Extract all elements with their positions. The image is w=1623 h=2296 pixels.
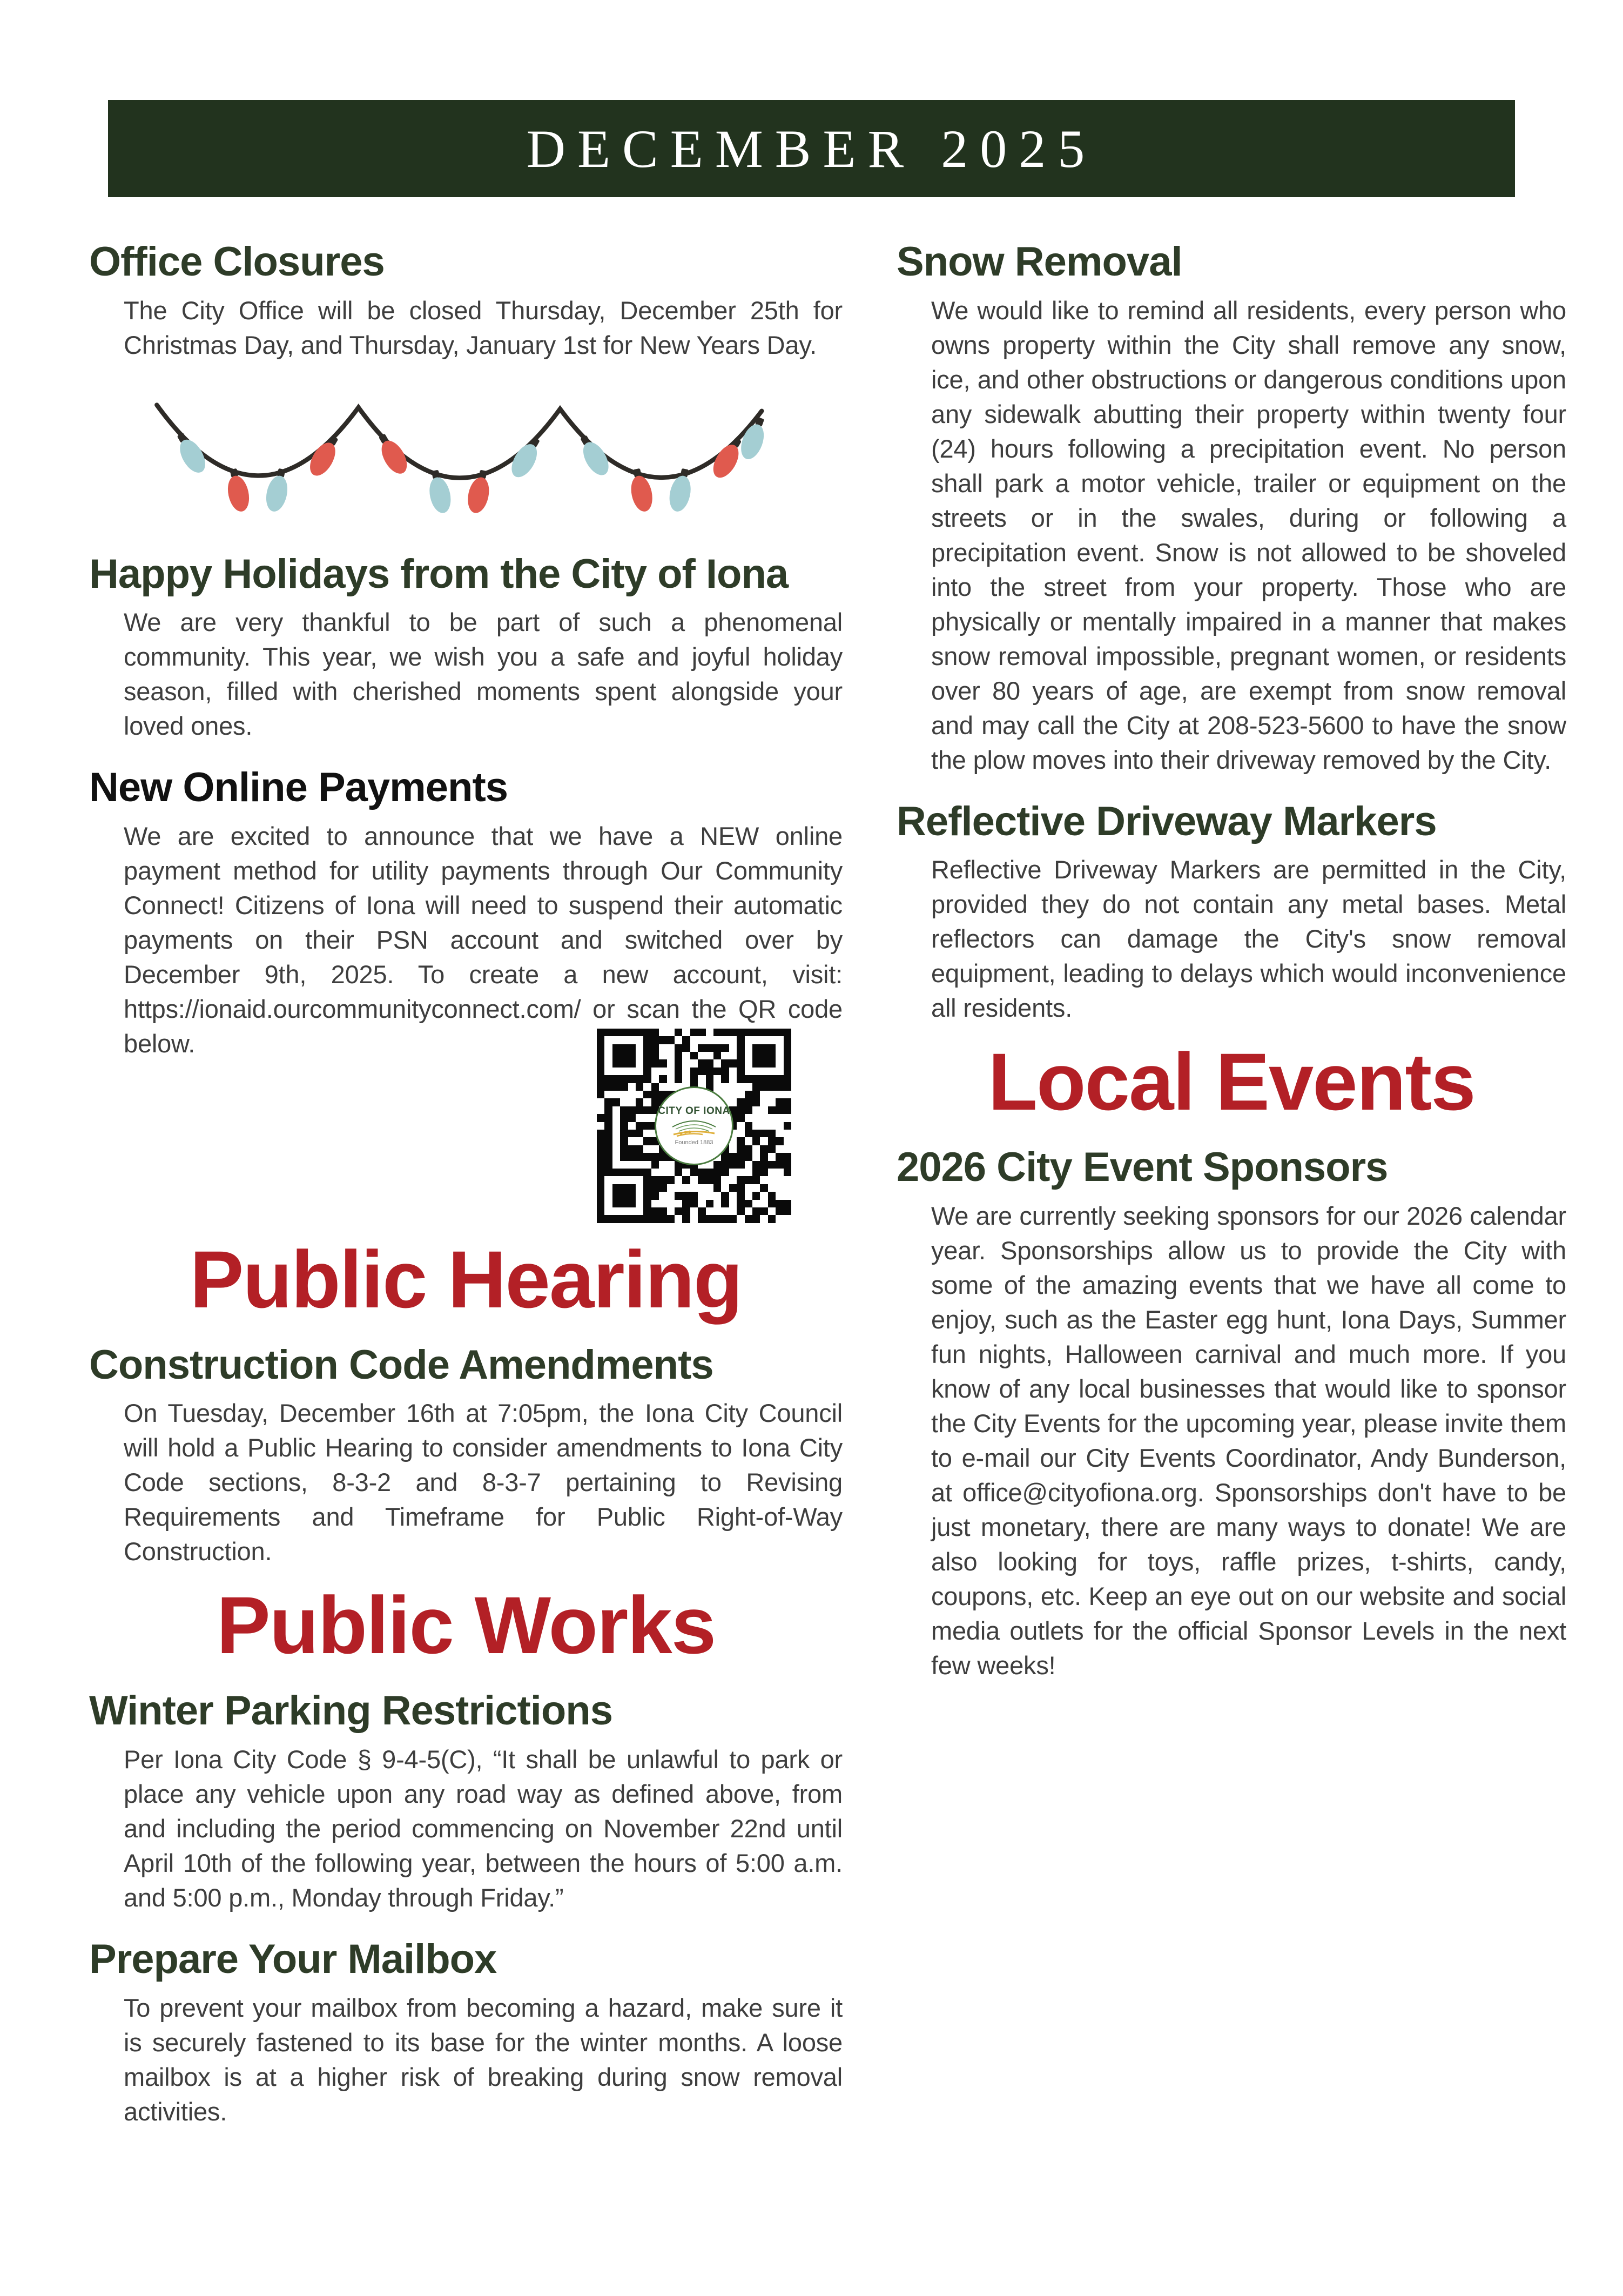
hills-and-wheat-icon xyxy=(669,1118,719,1138)
online-payments-body: We are excited to announce that we have a NEW online payment method for utility payments through Our Community Connect! Citizens of Iona will need to suspend their automatic payments on their PSN account and switched over by December 9th, 2025. To create a new account, visit: https://ionaid.ourcommunityconnect.com/ or scan the QR code below. xyxy=(124,821,843,1058)
right-column xyxy=(897,239,1566,1688)
left-column xyxy=(89,239,843,2134)
happy-holidays-heading: Happy Holidays from the City of Iona xyxy=(89,550,789,597)
office-closures-body: The City Office will be closed Thursday, December 25th for Christmas Day, and Thursday, January 1st for New Years Day. xyxy=(124,296,843,359)
section-online-payments xyxy=(89,765,843,1061)
section-happy-holidays xyxy=(89,552,843,744)
section-construction-code xyxy=(89,1342,843,1569)
section-prepare-mailbox xyxy=(89,1937,843,2129)
prepare-mailbox-body: To prevent your mailbox from becoming a hazard, make sure it is securely fastened to its base for the winter months. A loose mailbox is at a higher risk of breaking during snow removal activities. xyxy=(124,1993,843,2126)
happy-holidays-body: We are very thankful to be part of such a phenomenal community. This year, we wish you a safe and joyful holiday season, filled with cherished moments spent alongside your loved ones. xyxy=(124,608,843,741)
office-closures-heading: Office Closures xyxy=(89,239,385,285)
snow-removal-heading: Snow Removal xyxy=(897,239,1182,285)
driveway-markers-body: Reflective Driveway Markers are permitted in the City, provided they do not contain any metal bases. Metal reflectors can damage the City's snow removal equipment, leading to delays which would inconvenience all residents. xyxy=(931,855,1566,1023)
winter-parking-heading: Winter Parking Restrictions xyxy=(89,1688,612,1734)
section-office-closures xyxy=(89,239,843,362)
snow-removal-body: We would like to remind all residents, every person who owns property within the City shall remove any snow, ice, and other obstructions or dangerous conditions upon any sidewalk abutting their property within twenty four (24) hours following a precipitation event. No person shall park a motor vehicle, trailer or equipment on the streets or in the swales, during or following a precipitation event. Snow is not allowed to be shoveled into the street from your property. Those who are physically or mentally impaired in a manner that makes snow removal impossible, pregnant women, or residents over 80 years of age, are exempt from snow removal and may call the City at 208-523-5600 to have the snow the plow moves into their driveway removed by the City. xyxy=(931,296,1566,774)
construction-code-heading: Construction Code Amendments xyxy=(89,1341,713,1388)
christmas-lights-decoration xyxy=(127,379,797,530)
logo-subtitle: Founded 1883 xyxy=(675,1139,713,1146)
section-snow-removal xyxy=(897,239,1566,777)
event-sponsors-body: We are currently seeking sponsors for our 2026 calendar year. Sponsorships allow us to provide the City with some of the amazing events that we have all come to enjoy, such as the Easter egg hunt, Iona Days, Summer fun nights, Halloween carnival and much more. If you know of any local businesses that would like to sponsor the City Events for the upcoming year, please invite them to e-mail our City Events Coordinator, Andy Bunderson, at office@cityofiona.org. Sponsorships don't have to be just monetary, there are many ways to donate! We are also looking for toys, raffle prizes, t-shirts, candy, coupons, etc. Keep an eye out on our website and social media outlets for the official Sponsor Levels in the next few weeks! xyxy=(931,1201,1566,1680)
prepare-mailbox-heading: Prepare Your Mailbox xyxy=(89,1936,497,1982)
public-works-title: Public Works xyxy=(216,1580,716,1671)
construction-code-body: On Tuesday, December 16th at 7:05pm, the Iona City Council will hold a Public Hearing to consider amendments to Iona City Code sections, 8-3-2 and 8-3-7 pertaining to Revising Requirements and Timeframe for Public Right-of-Way Construction. xyxy=(124,1399,843,1566)
online-payments-heading: New Online Payments xyxy=(89,764,508,811)
light-bulb xyxy=(373,430,412,478)
light-bulb xyxy=(627,467,655,513)
city-of-iona-logo xyxy=(655,1086,733,1165)
local-events-title: Local Events xyxy=(988,1036,1475,1127)
winter-parking-body: Per Iona City Code § 9-4-5(C), “It shall be unlawful to park or place any vehicle upon any road way as defined above, from and including the period commencing on November 22nd until April 10th of the following year, between the hours of 5:00 a.m. and 5:00 p.m., Monday through Friday.” xyxy=(124,1744,843,1912)
public-hearing-title: Public Hearing xyxy=(190,1233,742,1325)
masthead-title: DECEMBER 2025 xyxy=(526,118,1097,179)
logo-title: CITY OF IONA xyxy=(658,1105,730,1117)
section-event-sponsors xyxy=(897,1145,1566,1683)
section-winter-parking xyxy=(89,1688,843,1915)
content-columns xyxy=(0,197,1623,2134)
qr-code xyxy=(597,1029,791,1223)
section-driveway-markers xyxy=(897,799,1566,1026)
masthead-bar xyxy=(108,100,1515,197)
event-sponsors-heading: 2026 City Event Sponsors xyxy=(897,1144,1388,1191)
driveway-markers-heading: Reflective Driveway Markers xyxy=(897,798,1437,844)
